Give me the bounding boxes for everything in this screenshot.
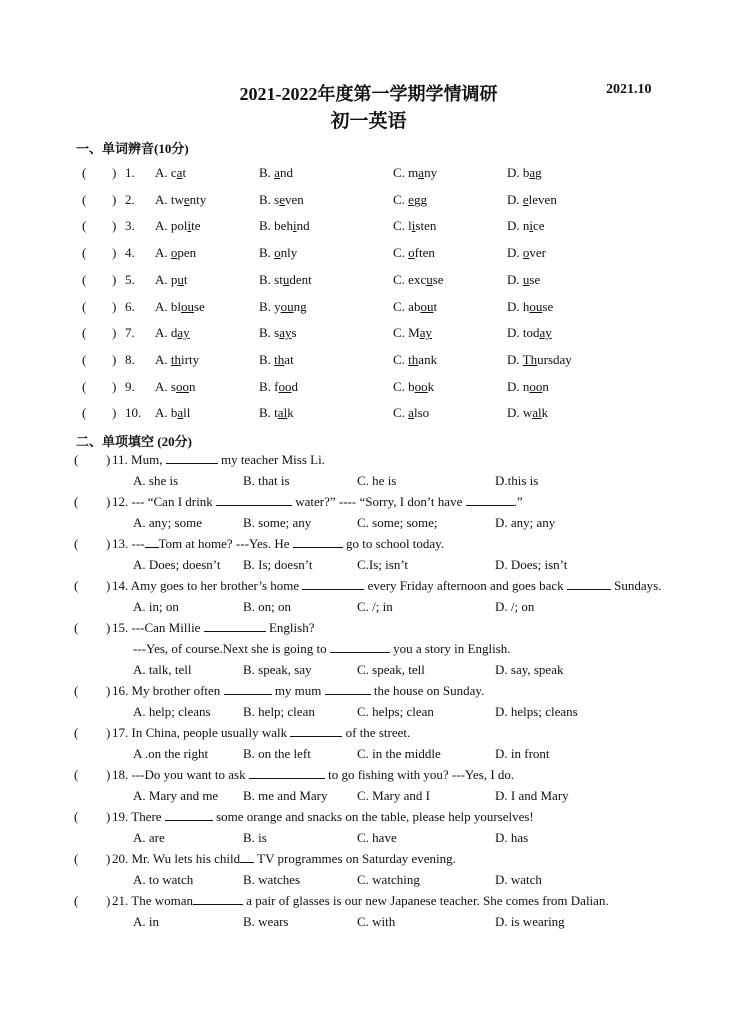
- stem-text: 19. There some orange and snacks on the table, please help yourselves!: [112, 809, 534, 824]
- option: D. is wearing: [495, 914, 565, 929]
- fill-blank: [302, 578, 364, 590]
- option: B. that is: [243, 473, 290, 488]
- option: B. on the left: [243, 746, 311, 761]
- option: D. has: [495, 830, 529, 845]
- answer-paren: ): [106, 809, 111, 824]
- answer-paren: (: [82, 245, 87, 261]
- answer-paren: (: [74, 536, 79, 551]
- fill-blank: [325, 683, 371, 695]
- question-stem: [0, 809, 737, 827]
- option: C. book: [393, 378, 435, 394]
- stem-text: ---Yes, of course.Next she is going to you a story in English.: [133, 641, 511, 656]
- option: B. and: [259, 165, 293, 180]
- option: A. Does; doesn’t: [133, 557, 221, 572]
- answer-paren: ): [112, 165, 117, 180]
- answer-paren: ): [112, 245, 117, 261]
- answer-paren: (: [82, 218, 87, 234]
- answer-paren: ): [112, 351, 117, 367]
- option-row: [0, 704, 737, 722]
- answer-paren: (: [82, 351, 87, 367]
- option: C. Mary and I: [357, 788, 430, 803]
- question-number: 8.: [125, 351, 135, 367]
- option: A. any; some: [133, 515, 202, 530]
- option: A. blouse: [155, 298, 205, 314]
- option: C. he is: [357, 473, 397, 488]
- question-stem: [0, 683, 737, 701]
- question-number: 7.: [125, 325, 135, 341]
- fill-blank: [166, 452, 218, 464]
- answer-paren: (: [74, 851, 79, 866]
- answer-paren: ): [106, 893, 111, 908]
- question-stem: [0, 620, 737, 638]
- option: D. in front: [495, 746, 550, 761]
- option: C. have: [357, 830, 397, 845]
- answer-paren: ): [112, 191, 117, 207]
- option-row: [0, 872, 737, 890]
- option-row: [0, 473, 737, 491]
- phonetics-question: [0, 405, 737, 423]
- question-stem: [0, 536, 737, 554]
- option: A. soon: [155, 378, 196, 394]
- option: B. only: [259, 245, 298, 261]
- question-stem: [0, 494, 737, 512]
- option: C. May: [393, 325, 433, 341]
- question-stem: [0, 725, 737, 743]
- question-stem: [0, 851, 737, 869]
- option-row: [0, 746, 737, 764]
- fill-blank: [466, 494, 514, 506]
- fill-blank: [224, 683, 272, 695]
- answer-paren: ): [106, 536, 111, 551]
- page-title: 2021-2022年度第一学期学情调研: [239, 84, 498, 104]
- option: D. use: [507, 271, 541, 287]
- option: B. talk: [259, 405, 294, 421]
- fill-blank: [240, 851, 254, 863]
- option: B. seven: [259, 191, 304, 207]
- question-stem: [0, 578, 737, 596]
- option: A. to watch: [133, 872, 194, 887]
- option: B. that: [259, 351, 294, 367]
- option: D. I and Mary: [495, 788, 569, 803]
- answer-paren: (: [82, 165, 87, 180]
- answer-paren: (: [74, 494, 79, 509]
- option: B. watches: [243, 872, 301, 887]
- option: A. ball: [155, 405, 191, 421]
- answer-paren: ): [106, 494, 111, 509]
- option: D. watch: [495, 872, 542, 887]
- option-row: [0, 599, 737, 617]
- option: A. put: [155, 271, 188, 287]
- option: D. bag: [507, 165, 542, 180]
- stem-text: 21. The woman a pair of glasses is our new Japanese teacher. She comes from Dalian.: [112, 893, 609, 908]
- question-stem: [0, 893, 737, 911]
- option: A. open: [155, 245, 197, 261]
- option: C. thank: [393, 351, 438, 367]
- stem-text: 17. In China, people usually walk of the street.: [112, 725, 411, 740]
- option: A. are: [133, 830, 165, 845]
- option: D. eleven: [507, 191, 557, 207]
- question-stem: [0, 767, 737, 785]
- option: A. twenty: [155, 191, 207, 207]
- phonetics-question: [0, 325, 737, 343]
- question-number: 1.: [125, 165, 135, 180]
- answer-paren: (: [82, 271, 87, 287]
- answer-paren: ): [112, 405, 117, 421]
- answer-paren: (: [82, 405, 87, 421]
- question-number: 10.: [125, 405, 142, 421]
- answer-paren: (: [74, 767, 79, 782]
- option: D. /; on: [495, 599, 535, 614]
- option: D. nice: [507, 218, 545, 234]
- answer-paren: ): [112, 298, 117, 314]
- option-row: [0, 662, 737, 680]
- option: C. also: [393, 405, 430, 421]
- stem-text: 18. ---Do you want to ask to go fishing with you? ---Yes, I do.: [112, 767, 515, 782]
- option-row: [0, 788, 737, 806]
- answer-paren: (: [82, 191, 87, 207]
- stem-text: 20. Mr. Wu lets his child TV programmes on Saturday evening.: [112, 851, 456, 866]
- option: C. some; some;: [357, 515, 438, 530]
- option: C. often: [393, 245, 435, 261]
- option: A. talk, tell: [133, 662, 192, 677]
- fill-blank: [290, 725, 342, 737]
- option: B. student: [259, 271, 312, 287]
- answer-paren: (: [74, 809, 79, 824]
- answer-paren: ): [106, 767, 111, 782]
- answer-paren: (: [74, 452, 79, 467]
- option: C.Is; isn’t: [357, 557, 409, 572]
- option: D.this is: [495, 473, 539, 488]
- option: C. in the middle: [357, 746, 441, 761]
- phonetics-question: [0, 379, 737, 397]
- phonetics-question: [0, 299, 737, 317]
- fill-blank: [249, 767, 325, 779]
- answer-paren: ): [112, 218, 117, 234]
- option: C. many: [393, 165, 438, 180]
- fill-blank: [204, 620, 266, 632]
- option: B. says: [259, 325, 297, 341]
- option: D. say, speak: [495, 662, 564, 677]
- option: A. in; on: [133, 599, 179, 614]
- answer-paren: (: [74, 725, 79, 740]
- option: B. some; any: [243, 515, 312, 530]
- option: C. listen: [393, 218, 437, 234]
- option-row: [0, 557, 737, 575]
- option: C. helps; clean: [357, 704, 434, 719]
- option: B. food: [259, 378, 298, 394]
- option: C. watching: [357, 872, 420, 887]
- answer-paren: ): [112, 378, 117, 394]
- option: A. she is: [133, 473, 179, 488]
- option: D. today: [507, 325, 552, 341]
- option: D. Thursday: [507, 351, 572, 367]
- fill-blank: [165, 809, 213, 821]
- option: D. walk: [507, 405, 549, 421]
- section-heading-choice: 二、单项填空 (20分): [76, 434, 192, 449]
- answer-paren: (: [82, 325, 87, 341]
- option: D. helps; cleans: [495, 704, 578, 719]
- phonetics-question: [0, 218, 737, 236]
- stem-text: 13. --- Tom at home? ---Yes. He go to school today.: [112, 536, 445, 551]
- option: B. help; clean: [243, 704, 315, 719]
- question-number: 4.: [125, 245, 135, 261]
- stem-text: 14. Amy goes to her brother’s home every Friday afternoon and goes back Sundays.: [112, 578, 662, 593]
- answer-paren: ): [106, 725, 111, 740]
- question-number: 5.: [125, 271, 135, 287]
- section-heading-phonetics: 一、单词辨音(10分): [76, 141, 189, 156]
- page-subtitle: 初一英语: [330, 111, 407, 132]
- question-stem-continued: [0, 641, 737, 659]
- fill-blank: [567, 578, 611, 590]
- fill-blank: [330, 641, 390, 653]
- stem-text: 15. ---Can Millie English?: [112, 620, 315, 635]
- stem-text: 16. My brother often my mum the house on Sunday.: [112, 683, 485, 698]
- fill-blank: [216, 494, 292, 506]
- option: A. in: [133, 914, 159, 929]
- option: B. is: [243, 830, 267, 845]
- option: C. about: [393, 298, 438, 314]
- question-number: 9.: [125, 378, 135, 394]
- option-row: [0, 914, 737, 932]
- answer-paren: (: [74, 578, 79, 593]
- option: C. egg: [393, 191, 427, 207]
- option: B. wears: [243, 914, 289, 929]
- option: D. any; any: [495, 515, 556, 530]
- phonetics-question: [0, 245, 737, 263]
- option: A. day: [155, 325, 190, 341]
- stem-text: 12. --- “Can I drink water?” ---- “Sorry, I don’t have .”: [112, 494, 523, 509]
- option-row: [0, 515, 737, 533]
- question-number: 2.: [125, 191, 135, 207]
- option: A. cat: [155, 165, 187, 180]
- exam-date: 2021.10: [606, 82, 652, 97]
- option: D. noon: [507, 378, 549, 394]
- answer-paren: ): [106, 578, 111, 593]
- option: B. behind: [259, 218, 310, 234]
- answer-paren: (: [82, 378, 87, 394]
- option: C. speak, tell: [357, 662, 425, 677]
- option: D. house: [507, 298, 554, 314]
- option: A .on the right: [133, 746, 209, 761]
- option: A. help; cleans: [133, 704, 211, 719]
- fill-blank: [293, 536, 343, 548]
- question-number: 3.: [125, 218, 135, 234]
- answer-paren: ): [106, 620, 111, 635]
- phonetics-question: [0, 192, 737, 210]
- option: B. Is; doesn’t: [243, 557, 313, 572]
- stem-text: 11. Mum, my teacher Miss Li.: [112, 452, 325, 467]
- option: A. Mary and me: [133, 788, 219, 803]
- option: A. thirty: [155, 351, 200, 367]
- option: D. over: [507, 245, 546, 261]
- answer-paren: ): [106, 851, 111, 866]
- answer-paren: ): [112, 271, 117, 287]
- option-row: [0, 830, 737, 848]
- option: B. me and Mary: [243, 788, 328, 803]
- question-stem: [0, 452, 737, 470]
- answer-paren: (: [74, 620, 79, 635]
- fill-blank: [145, 536, 159, 548]
- answer-paren: ): [106, 683, 111, 698]
- option: D. Does; isn’t: [495, 557, 568, 572]
- answer-paren: (: [74, 683, 79, 698]
- question-number: 6.: [125, 298, 135, 314]
- phonetics-question: [0, 165, 737, 183]
- fill-blank: [193, 893, 243, 905]
- option: C. /; in: [357, 599, 393, 614]
- answer-paren: ): [112, 325, 117, 341]
- phonetics-question: [0, 272, 737, 290]
- answer-paren: ): [106, 452, 111, 467]
- option: B. young: [259, 298, 307, 314]
- answer-paren: (: [74, 893, 79, 908]
- option: C. with: [357, 914, 396, 929]
- answer-paren: (: [82, 298, 87, 314]
- option: A. polite: [155, 218, 201, 234]
- option: B. speak, say: [243, 662, 312, 677]
- phonetics-question: [0, 352, 737, 370]
- option: B. on; on: [243, 599, 292, 614]
- option: C. excuse: [393, 271, 444, 287]
